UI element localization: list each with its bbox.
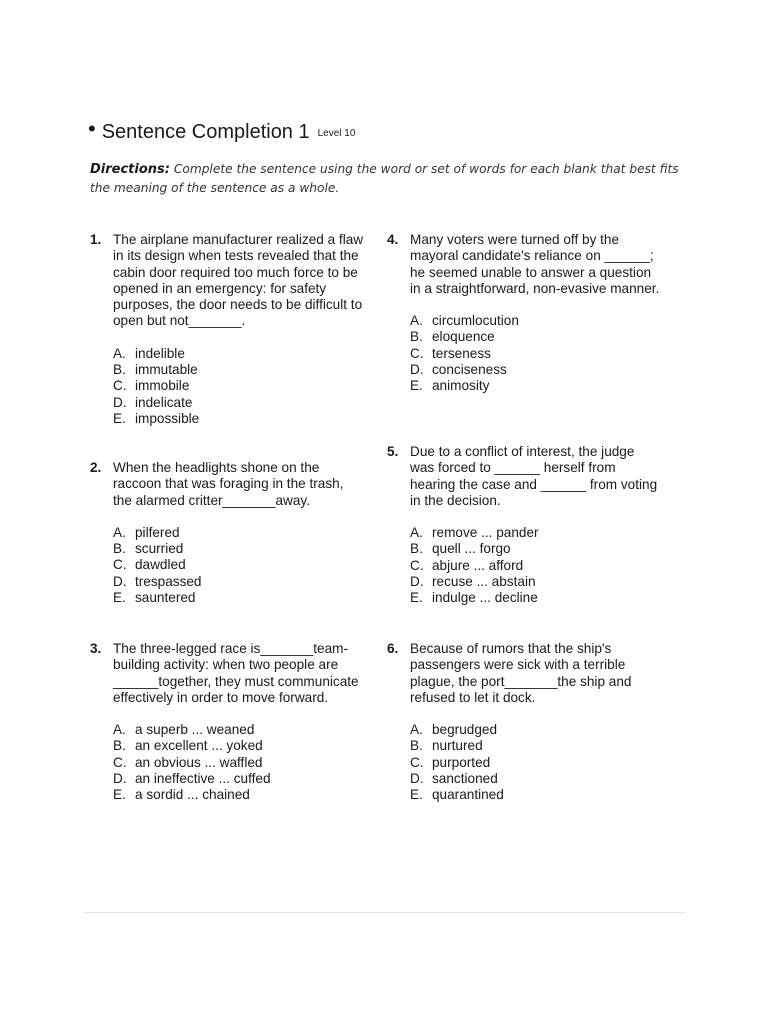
option-text: indulge ... decline — [432, 590, 538, 606]
answer-options — [113, 346, 365, 427]
directions — [90, 160, 690, 197]
question-6 — [387, 641, 662, 804]
answer-options — [113, 525, 365, 606]
option-letter: D. — [113, 394, 127, 410]
question-number: 5. — [387, 444, 399, 459]
question-text: When the headlights shone on the raccoon that was foraging in the trash, the alarmed critter_______away. — [113, 460, 344, 508]
answer-option[interactable] — [410, 722, 662, 738]
option-text: purported — [432, 754, 491, 770]
footer-divider — [84, 912, 686, 913]
option-text: trespassed — [135, 573, 202, 589]
question-2 — [90, 460, 365, 606]
answer-option[interactable] — [410, 378, 662, 394]
option-text: begrudged — [432, 722, 498, 738]
question-4 — [387, 232, 662, 395]
answer-option[interactable] — [410, 574, 662, 590]
option-text: scurried — [135, 541, 184, 557]
answer-option[interactable] — [410, 558, 662, 574]
option-letter: A. — [410, 722, 423, 738]
option-letter: C. — [113, 378, 127, 394]
answer-options — [113, 722, 365, 803]
option-letter: E. — [113, 590, 126, 606]
question-number: 6. — [387, 641, 399, 656]
option-text: pilfered — [135, 524, 180, 540]
page-title: Sentence Completion 1 — [101, 121, 310, 143]
option-text: quarantined — [432, 787, 504, 803]
question-text: Many voters were turned off by the mayoral candidate's reliance on ______; he seemed unable to answer a question in a straightforward, non-evasive manner. — [410, 232, 660, 296]
answer-option[interactable] — [113, 557, 365, 573]
answer-options — [410, 525, 662, 606]
option-letter: B. — [113, 738, 126, 754]
option-text: immutable — [135, 362, 198, 378]
option-letter: E. — [113, 410, 126, 426]
option-letter: D. — [410, 771, 424, 787]
answer-option[interactable] — [410, 346, 662, 362]
level-label: Level 10 — [317, 128, 356, 139]
answer-option[interactable] — [410, 787, 662, 803]
question-1 — [90, 232, 365, 427]
title-bullet: • — [88, 116, 96, 141]
option-text: conciseness — [432, 362, 507, 378]
question-5 — [387, 444, 662, 607]
option-text: quell ... forgo — [432, 541, 511, 557]
option-letter: E. — [410, 378, 423, 394]
directions-text: Complete the sentence using the word or set of words for each blank that best fits the meaning of the sentence as a whole. — [90, 162, 679, 195]
answer-option[interactable] — [113, 755, 365, 771]
answer-options — [410, 313, 662, 394]
answer-option[interactable] — [113, 787, 365, 803]
question-number: 1. — [90, 232, 102, 247]
question-text: Due to a conflict of interest, the judge was forced to ______ herself from hearing the case and ______ from voting in the decision. — [410, 444, 658, 508]
option-letter: B. — [410, 541, 423, 557]
option-letter: A. — [410, 313, 423, 329]
answer-option[interactable] — [410, 590, 662, 606]
question-text: The airplane manufacturer realized a flaw in its design when tests revealed that the cabin door required too much force to be opened in an emergency: for safety purposes, the door needs to be difficult to open but not_______. — [113, 232, 364, 329]
option-text: a superb ... weaned — [135, 722, 255, 738]
answer-options — [410, 722, 662, 803]
option-text: dawdled — [135, 557, 186, 573]
option-letter: C. — [410, 345, 424, 361]
answer-option[interactable] — [113, 590, 365, 606]
option-text: indelible — [135, 345, 185, 361]
option-text: immobile — [135, 378, 190, 394]
answer-option[interactable] — [410, 755, 662, 771]
option-text: nurtured — [432, 738, 483, 754]
option-letter: A. — [113, 524, 126, 540]
option-text: an ineffective ... cuffed — [135, 771, 271, 787]
option-text: abjure ... afford — [432, 557, 524, 573]
option-text: remove ... pander — [432, 525, 539, 541]
option-letter: D. — [113, 771, 127, 787]
option-letter: B. — [113, 362, 126, 378]
option-text: recuse ... abstain — [432, 574, 536, 590]
option-text: impossible — [135, 410, 200, 426]
option-letter: A. — [113, 345, 126, 361]
option-letter: D. — [410, 362, 424, 378]
question-text: The three-legged race is_______team-building activity: when two people are ______together, they must communicate effectively in order to move forward. — [113, 641, 359, 705]
answer-option[interactable] — [410, 771, 662, 787]
question-number: 4. — [387, 232, 399, 247]
option-letter: E. — [410, 590, 423, 606]
option-letter: C. — [410, 557, 424, 573]
answer-option[interactable] — [113, 362, 365, 378]
answer-option[interactable] — [113, 771, 365, 787]
option-text: an obvious ... waffled — [135, 754, 263, 770]
option-text: a sordid ... chained — [135, 787, 250, 803]
answer-option[interactable] — [113, 574, 365, 590]
option-text: sanctioned — [432, 771, 498, 787]
option-text: animosity — [432, 378, 490, 394]
option-letter: A. — [113, 722, 126, 738]
page-header — [88, 116, 355, 144]
option-letter: B. — [410, 738, 423, 754]
option-letter: D. — [113, 573, 127, 589]
question-text: Because of rumors that the ship's passengers were sick with a terrible plague, the port_______the ship and refused to let it dock. — [410, 641, 632, 705]
answer-option[interactable] — [113, 411, 365, 427]
answer-option[interactable] — [410, 541, 662, 557]
answer-option[interactable] — [113, 722, 365, 738]
option-text: sauntered — [135, 590, 196, 606]
option-text: eloquence — [432, 329, 495, 345]
option-letter: D. — [410, 574, 424, 590]
answer-option[interactable] — [410, 525, 662, 541]
answer-option[interactable] — [113, 346, 365, 362]
answer-option[interactable] — [410, 362, 662, 378]
option-text: circumlocution — [432, 313, 519, 329]
option-letter: C. — [113, 754, 127, 770]
option-text: indelicate — [135, 394, 193, 410]
option-letter: A. — [410, 525, 423, 541]
option-text: an excellent ... yoked — [135, 738, 263, 754]
answer-option[interactable] — [113, 378, 365, 394]
option-letter: E. — [410, 787, 423, 803]
question-number: 2. — [90, 460, 102, 475]
answer-option[interactable] — [113, 738, 365, 754]
option-letter: B. — [410, 329, 423, 345]
option-letter: C. — [113, 557, 127, 573]
option-letter: C. — [410, 754, 424, 770]
answer-option[interactable] — [410, 329, 662, 345]
option-text: terseness — [432, 345, 491, 361]
answer-option[interactable] — [113, 525, 365, 541]
answer-option[interactable] — [113, 541, 365, 557]
option-letter: B. — [113, 541, 126, 557]
question-3 — [90, 641, 365, 804]
answer-option[interactable] — [410, 738, 662, 754]
answer-option[interactable] — [113, 395, 365, 411]
directions-label: Directions: — [90, 162, 170, 177]
answer-option[interactable] — [410, 313, 662, 329]
question-number: 3. — [90, 641, 102, 656]
option-letter: E. — [113, 787, 126, 803]
